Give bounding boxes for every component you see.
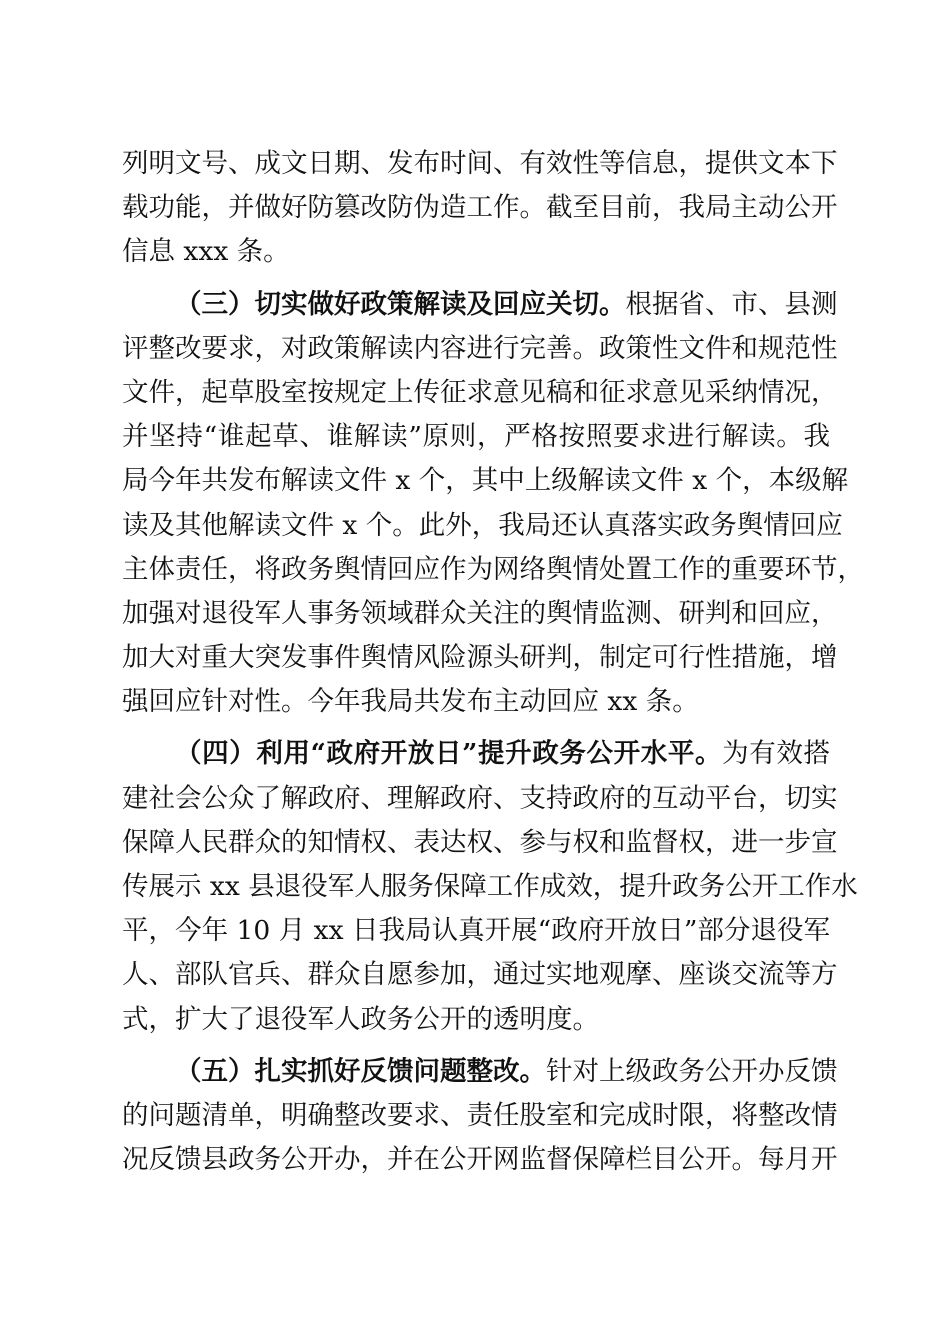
paragraph-text: 为有效搭 bbox=[722, 738, 830, 770]
paragraph-line: 载功能，并做好防篡改防伪造工作。截至目前，我局主动公开 bbox=[122, 192, 838, 224]
document-body bbox=[122, 142, 864, 1182]
paragraph-line: 平，今年 10 月 xx 日我局认真开展“政府开放日”部分退役军 bbox=[122, 915, 830, 947]
paragraph-line: 保障人民群众的知情权、表达权、参与权和监督权，进一步宣 bbox=[122, 826, 838, 858]
paragraph-line: 主体责任，将政务舆情回应作为网络舆情处置工作的重要环节， bbox=[122, 553, 864, 585]
paragraph-first-line bbox=[122, 1050, 838, 1094]
paragraph-line: 局今年共发布解读文件 x 个，其中上级解读文件 x 个，本级解 bbox=[122, 465, 849, 497]
paragraph-line: 强回应针对性。今年我局共发布主动回应 xx 条。 bbox=[122, 686, 699, 718]
paragraph-line: 文件，起草股室按规定上传征求意见稿和征求意见采纳情况， bbox=[122, 376, 838, 408]
paragraph-line: 列明文号、成文日期、发布时间、有效性等信息，提供文本下 bbox=[122, 148, 838, 179]
paragraph-line: 并坚持“谁起草、谁解读”原则，严格按照要求进行解读。我 bbox=[122, 421, 830, 453]
paragraph-line: 评整改要求，对政策解读内容进行完善。政策性文件和规范性 bbox=[122, 332, 838, 364]
paragraph-line: 传展示 xx 县退役军人服务保障工作成效，提升政务公开工作水 bbox=[122, 871, 858, 902]
section-heading-5: （五）扎实抓好反馈问题整改。 bbox=[175, 1055, 546, 1087]
paragraph-line: 读及其他解读文件 x 个。此外，我局还认真落实政务舆情回应 bbox=[122, 509, 843, 541]
paragraph-2 bbox=[122, 283, 864, 725]
paragraph-text: 针对上级政务公开办反馈 bbox=[546, 1055, 838, 1087]
paragraph-line: 信息 xxx 条。 bbox=[122, 236, 290, 268]
paragraph-1 bbox=[122, 142, 838, 275]
paragraph-line: 的问题清单，明确整改要求、责任股室和完成时限，将整改情 bbox=[122, 1099, 838, 1131]
paragraph-line: 式，扩大了退役军人政务公开的透明度。 bbox=[122, 1003, 599, 1035]
section-heading-3: （三）切实做好政策解读及回应关切。 bbox=[175, 288, 626, 320]
paragraph-line: 加大对重大突发事件舆情风险源头研判，制定可行性措施，增 bbox=[122, 642, 838, 674]
paragraph-first-line bbox=[122, 283, 838, 327]
paragraph-4 bbox=[122, 1050, 838, 1183]
paragraph-first-line bbox=[122, 732, 830, 776]
paragraph-line: 加强对退役军人事务领域群众关注的舆情监测、研判和回应， bbox=[122, 597, 838, 629]
section-heading-4: （四）利用“政府开放日”提升政务公开水平。 bbox=[175, 738, 723, 770]
paragraph-line: 人、部队官兵、群众自愿参加，通过实地观摩、座谈交流等方 bbox=[122, 959, 838, 991]
paragraph-line: 况反馈县政务公开办，并在公开网监督保障栏目公开。每月开 bbox=[122, 1144, 838, 1176]
paragraph-3 bbox=[122, 732, 858, 1041]
paragraph-line: 建社会公众了解政府、理解政府、支持政府的互动平台，切实 bbox=[122, 782, 838, 814]
paragraph-text: 根据省、市、县测 bbox=[625, 288, 838, 320]
